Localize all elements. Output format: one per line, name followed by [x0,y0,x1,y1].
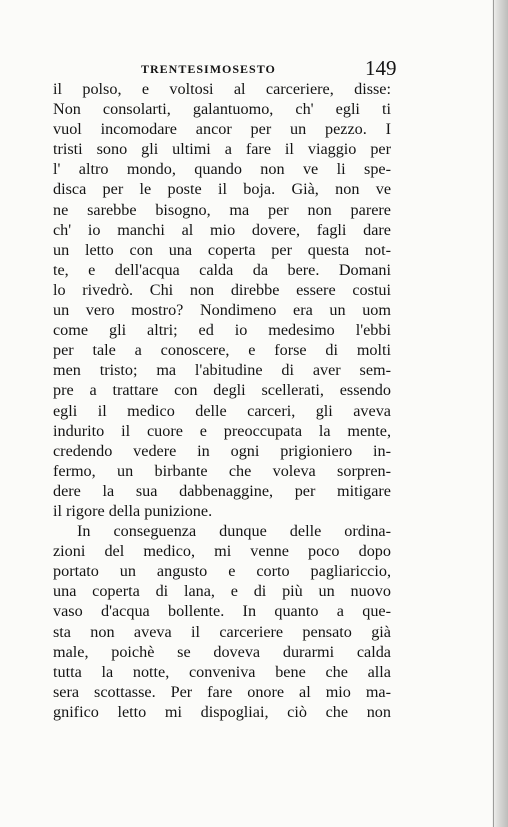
text-line: zioni del medico, mi venne poco dopo [53,542,391,561]
text-line: sta non aveva il carceriere pensato già [53,622,391,641]
text-line: credendo vedere in ogni prigioniero in- [53,441,391,460]
text-line: portato un angusto e corto pagliariccio, [53,562,391,581]
text-line: egli il medico delle carceri, gli aveva [53,401,391,420]
text-line: te, e dell'acqua calda da bere. Domani [53,260,391,279]
text-line: ne sarebbe bisogno, ma per non parere [53,200,391,219]
text-line: per tale a conoscere, e forse di molti [53,341,391,360]
text-line: un vero mostro? Nondimeno era un uom [53,301,391,320]
text-line: il polso, e voltosi al carceriere, disse: [53,80,391,98]
paragraph [53,79,391,521]
body-text [53,79,391,722]
text-line: gnifico letto mi dispogliai, ciò che non [53,702,391,721]
text-line: sera scottasse. Per fare onore al mio ma- [53,682,391,701]
text-line: indurito il cuore e preoccupata la mente, [53,421,391,440]
text-line: male, poichè se doveva durarmi calda [53,642,391,661]
text-line: ch' io manchi al mio dovere, fagli dare [53,220,391,239]
page-number: 149 [365,56,397,80]
page-edge-shadow [492,0,508,827]
text-line: vaso d'acqua bollente. In quanto a que- [53,602,391,621]
text-line: men tristo; ma l'abitudine di aver sem- [53,361,391,380]
text-line: come gli altri; ed io medesimo l'ebbi [53,321,391,340]
text-line: Non consolarti, galantuomo, ch' egli ti [53,100,391,119]
running-title: TRENTESIMOSESTO [141,62,276,76]
paragraph [53,521,391,722]
text-line: In conseguenza dunque delle ordina- [77,522,391,541]
text-line: fermo, un birbante che voleva sorpren- [53,461,391,480]
text-line: pre a trattare con degli scellerati, essendo [53,381,391,400]
text-line: lo rivedrò. Chi non direbbe essere costui [53,280,391,299]
text-line: il rigore della punizione. [53,501,213,520]
text-line: vuol incomodare ancor per un pezzo. I [53,120,391,139]
text-line: dere la sua dabbenaggine, per mitigare [53,481,391,500]
text-line: tutta la notte, conveniva bene che alla [53,662,391,681]
text-line: disca per le poste il boja. Già, non ve [53,180,391,199]
text-line: un letto con una coperta per questa not- [53,240,391,259]
text-line: l' altro mondo, quando non ve li spe- [53,160,391,179]
page-edge-line [493,0,494,827]
text-line: tristi sono gli ultimi a fare il viaggio per [53,140,391,159]
text-line: una coperta di lana, e di più un nuovo [53,582,391,601]
